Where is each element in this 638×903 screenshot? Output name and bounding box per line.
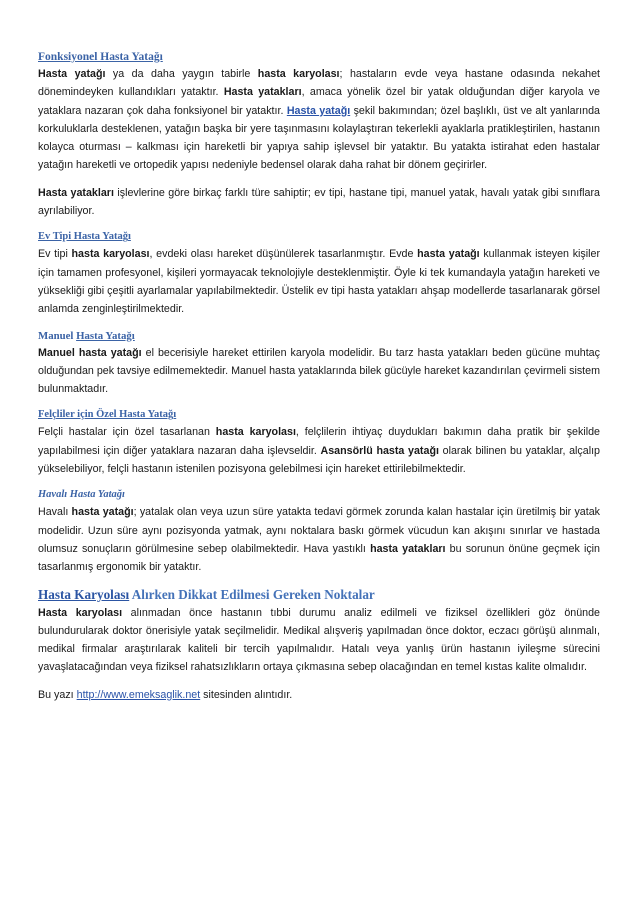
paragraph-dikkat: Hasta karyolası alınmadan önce hastanın tıbbi durumu analiz edilmeli ve fiziksel özellikleri göz önünde bulundurularak doktor önerisiyle yatak seçilmelidir. Medikal alışveriş yapılmadan önce doktor, eczacı görüşü alınmalı, medikal firmalar araştırılarak kaliteli bir tercih yapılmalıdır. Hatalı veya yanlış ürün hastanın iyileşme sürecini yavaşlatacağından veya fiziksel rahatsızlıkların ortaya çıkmasına sebep olacağından en temel kıstas kalite olmalıdır.: [38, 606, 600, 674]
source-link[interactable]: http://www.emeksaglik.net: [76, 688, 201, 701]
heading-fonksiyonel: Fonksiyonel Hasta Yatağı: [38, 51, 163, 63]
heading-dikkat: Hasta Karyolası Alırken Dikkat Edilmesi Gereken Noktalar: [38, 586, 375, 602]
footer-source: Bu yazı http://www.emeksaglik.net sitesinden alıntıdır.: [38, 688, 293, 701]
paragraph-manuel: Manuel hasta yatağı el becerisiyle hareket ettirilen karyola modelidir. Bu tarz hasta yatakları beden gücüne muhtaç olduğundan pek tavsiye edilmemektedir. Manuel hasta yataklarında bilek gücüyle hareket kazandırılan çevirmeli sistem bulunmaktadır.: [38, 346, 600, 396]
paragraph-types: Hasta yatakları işlevlerine göre birkaç farklı türe sahiptir; ev tipi, hastane tipi, manuel yatak, havalı yatak gibi sınıflara ayrılabiliyor.: [38, 186, 600, 218]
paragraph-havali: Havalı hasta yatağı; yatalak olan veya uzun süre yatakta tedavi görmek zorunda kalan hastalar için üretilmiş bir yatak modelidir. Uzun süre aynı pozisyonda yatmak, aynı noktalara baskı görmek vücudun kan akışını sınırlar ve hastada olumsuz sonuçların görülmesine sebep olabilmektedir. Hava yastıklı hasta yatakları bu sorunun önüne geçmek için tasarlanmış ergonomik bir yataktır.: [38, 506, 600, 574]
paragraph-felcliler: Felçli hastalar için özel tasarlanan hasta karyolası, felçlilerin ihtiyaç duydukları bakımın daha pratik bir şekilde yapılabilmesi için diğer yataklara nazaran daha işlevseldir. Asansörlü hasta yatağı olarak bilinen bu yataklar, alçalıp yükselebiliyor, felçli hastanın istenilen pozisyona gelebilmesi için hareket ettirilebilmektedir.: [38, 426, 601, 476]
heading-felcliler: Felçliler için Özel Hasta Yatağı: [38, 409, 177, 421]
link-hasta-karyolasi[interactable]: Hasta Karyolası: [38, 586, 130, 602]
link-heading-hasta-yatagi[interactable]: Hasta Yatağı: [76, 329, 135, 342]
heading-ev-tipi: Ev Tipi Hasta Yatağı: [38, 231, 131, 243]
heading-manuel: Manuel Hasta Yatağı: [38, 329, 135, 342]
paragraph-intro: Hasta yatağı ya da daha yaygın tabirle hasta karyolası; hastaların evde veya hastane odasında nekahet dönemindeyken kullandıkları yataktır. Hasta yatakları, amaca yönelik özel bir yatak olduğundan diğer karyola ve yataklara nazaran çok daha fonksiyonel bir yataktır. Hasta yatağı şekil bakımından; özel başlıklı, üst ve alt yanlarında korkuluklarla desteklenen, yatağın başka bir yere taşınmasını kolaylaştıran tekerlekli ayaklarla pratikleştirilen, hastanın kolayca oturması – kalkması için hareketli bir yapıya sahip işlevsel bir yataktır. Bu yatakta istirahat eden hastalar yatağın hareketli ve ortopedik yapısı nedeniyle bedensel olarak daha rahat bir dönem geçirirler.: [38, 68, 601, 172]
paragraph-ev-tipi: Ev tipi hasta karyolası, evdeki olası hareket düşünülerek tasarlanmıştır. Evde hasta yatağı kullanmak isteyen kişiler için tamamen profesyonel, kişileri yormayacak teknolojiyle desteklenmiştir. Öyle ki tek kumandayla yatağın hareketi ve yüksekliği gibi çeşitli ayarlamalar yapılabilmektedir. Üstelik ev tipi hasta yatakları ahşap modellerde tasarlanarak görsel anlamda zenginleştirilmektedir.: [38, 248, 601, 316]
link-hasta-yatagi[interactable]: Hasta yatağı: [286, 104, 351, 117]
heading-havali: Havalı Hasta Yatağı: [38, 489, 125, 501]
